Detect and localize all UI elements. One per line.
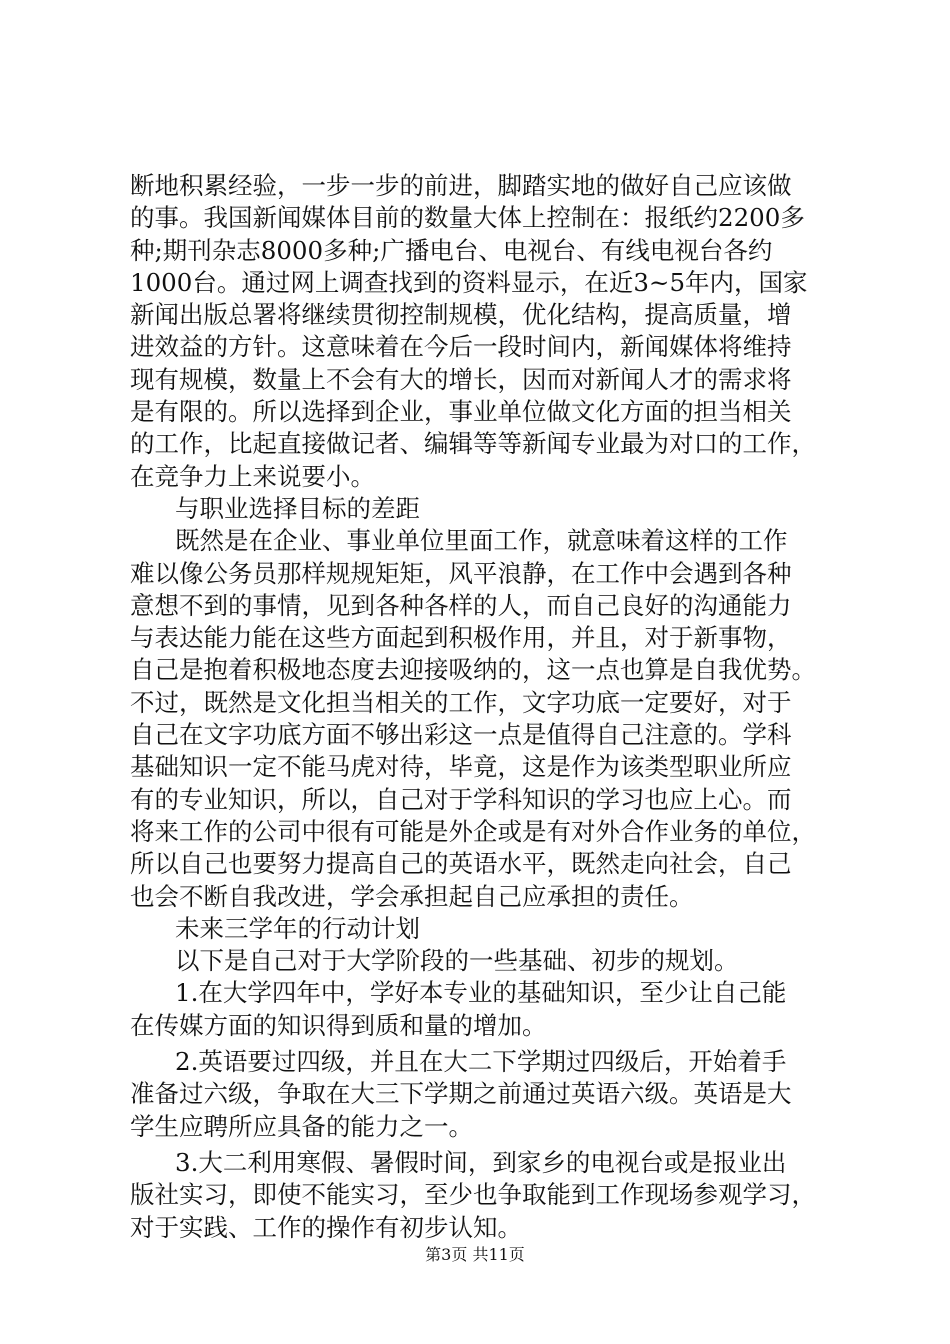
text-line: 难以像公务员那样规规矩矩，风平浪静，在工作中会遇到各种 xyxy=(130,558,792,588)
text-line: 1000台。通过网上调查找到的资料显示，在近3~5年内，国家 xyxy=(130,267,808,297)
text-line: 是有限的。所以选择到企业，事业单位做文化方面的担当相关 xyxy=(130,397,792,427)
text-line: 种;期刊杂志8000多种;广播电台、电视台、有线电视台各约 xyxy=(130,235,773,265)
text-line: 不过，既然是文化担当相关的工作，文字功底一定要好，对于 xyxy=(130,687,792,717)
text-line: 基础知识一定不能马虎对待，毕竟，这是作为该类型职业所应 xyxy=(130,752,792,782)
text-line: 断地积累经验，一步一步的前进，脚踏实地的做好自己应该做 xyxy=(130,171,792,200)
text-line: 在传媒方面的知识得到质和量的增加。 xyxy=(130,1010,547,1040)
text-line: 准备过六级，争取在大三下学期之前通过英语六级。英语是大 xyxy=(130,1079,792,1109)
text-line: 既然是在企业、事业单位里面工作，就意味着这样的工作 xyxy=(175,526,788,556)
text-line: 与表达能力能在这些方面起到积极作用，并且，对于新事物， xyxy=(130,623,792,653)
text-line: 1.在大学四年中，学好本专业的基础知识，至少让自己能 xyxy=(175,978,787,1008)
text-line: 现有规模，数量上不会有大的增长，因而对新闻人才的需求将 xyxy=(130,364,792,394)
text-line: 所以自己也要努力提高自己的英语水平，既然走向社会，自己 xyxy=(130,849,792,879)
text-line: 版社实习，即使不能实习，至少也争取能到工作现场参观学习， xyxy=(130,1180,816,1210)
text-line: 以下是自己对于大学阶段的一些基础、初步的规划。 xyxy=(175,946,739,976)
text-line: 与职业选择目标的差距 xyxy=(175,493,420,523)
text-line: 2.英语要过四级，并且在大二下学期过四级后，开始着手 xyxy=(175,1047,787,1077)
text-line: 的工作，比起直接做记者、编辑等等新闻专业最为对口的工作， xyxy=(130,429,816,459)
text-line: 进效益的方针。这意味着在今后一段时间内，新闻媒体将维持 xyxy=(130,332,792,362)
page-number-footer: 第3页 共11页 xyxy=(425,1245,525,1264)
text-line: 新闻出版总署将继续贯彻控制规模，优化结构，提高质量，增 xyxy=(130,300,792,330)
text-line: 自己在文字功底方面不够出彩这一点是值得自己注意的。学科 xyxy=(130,720,792,750)
text-line: 将来工作的公司中很有可能是外企或是有对外合作业务的单位， xyxy=(130,816,816,846)
text-line: 意想不到的事情，见到各种各样的人，而自己良好的沟通能力 xyxy=(130,590,792,620)
document-body xyxy=(130,170,830,1244)
text-line: 的事。我国新闻媒体目前的数量大体上控制在：报纸约2200多 xyxy=(130,203,805,233)
text-line: 对于实践、工作的操作有初步认知。 xyxy=(130,1212,522,1242)
text-line: 3.大二利用寒假、暑假时间，到家乡的电视台或是报业出 xyxy=(175,1147,787,1177)
text-line: 学生应聘所应具备的能力之一。 xyxy=(130,1111,473,1141)
text-line: 有的专业知识，所以，自己对于学科知识的学习也应上心。而 xyxy=(130,784,792,814)
text-line: 未来三学年的行动计划 xyxy=(175,913,420,943)
text-line: 在竞争力上来说要小。 xyxy=(130,461,375,491)
text-line: 自己是抱着积极地态度去迎接吸纳的，这一点也算是自我优势。 xyxy=(130,655,816,685)
text-line: 也会不断自我改进，学会承担起自己应承担的责任。 xyxy=(130,881,694,911)
